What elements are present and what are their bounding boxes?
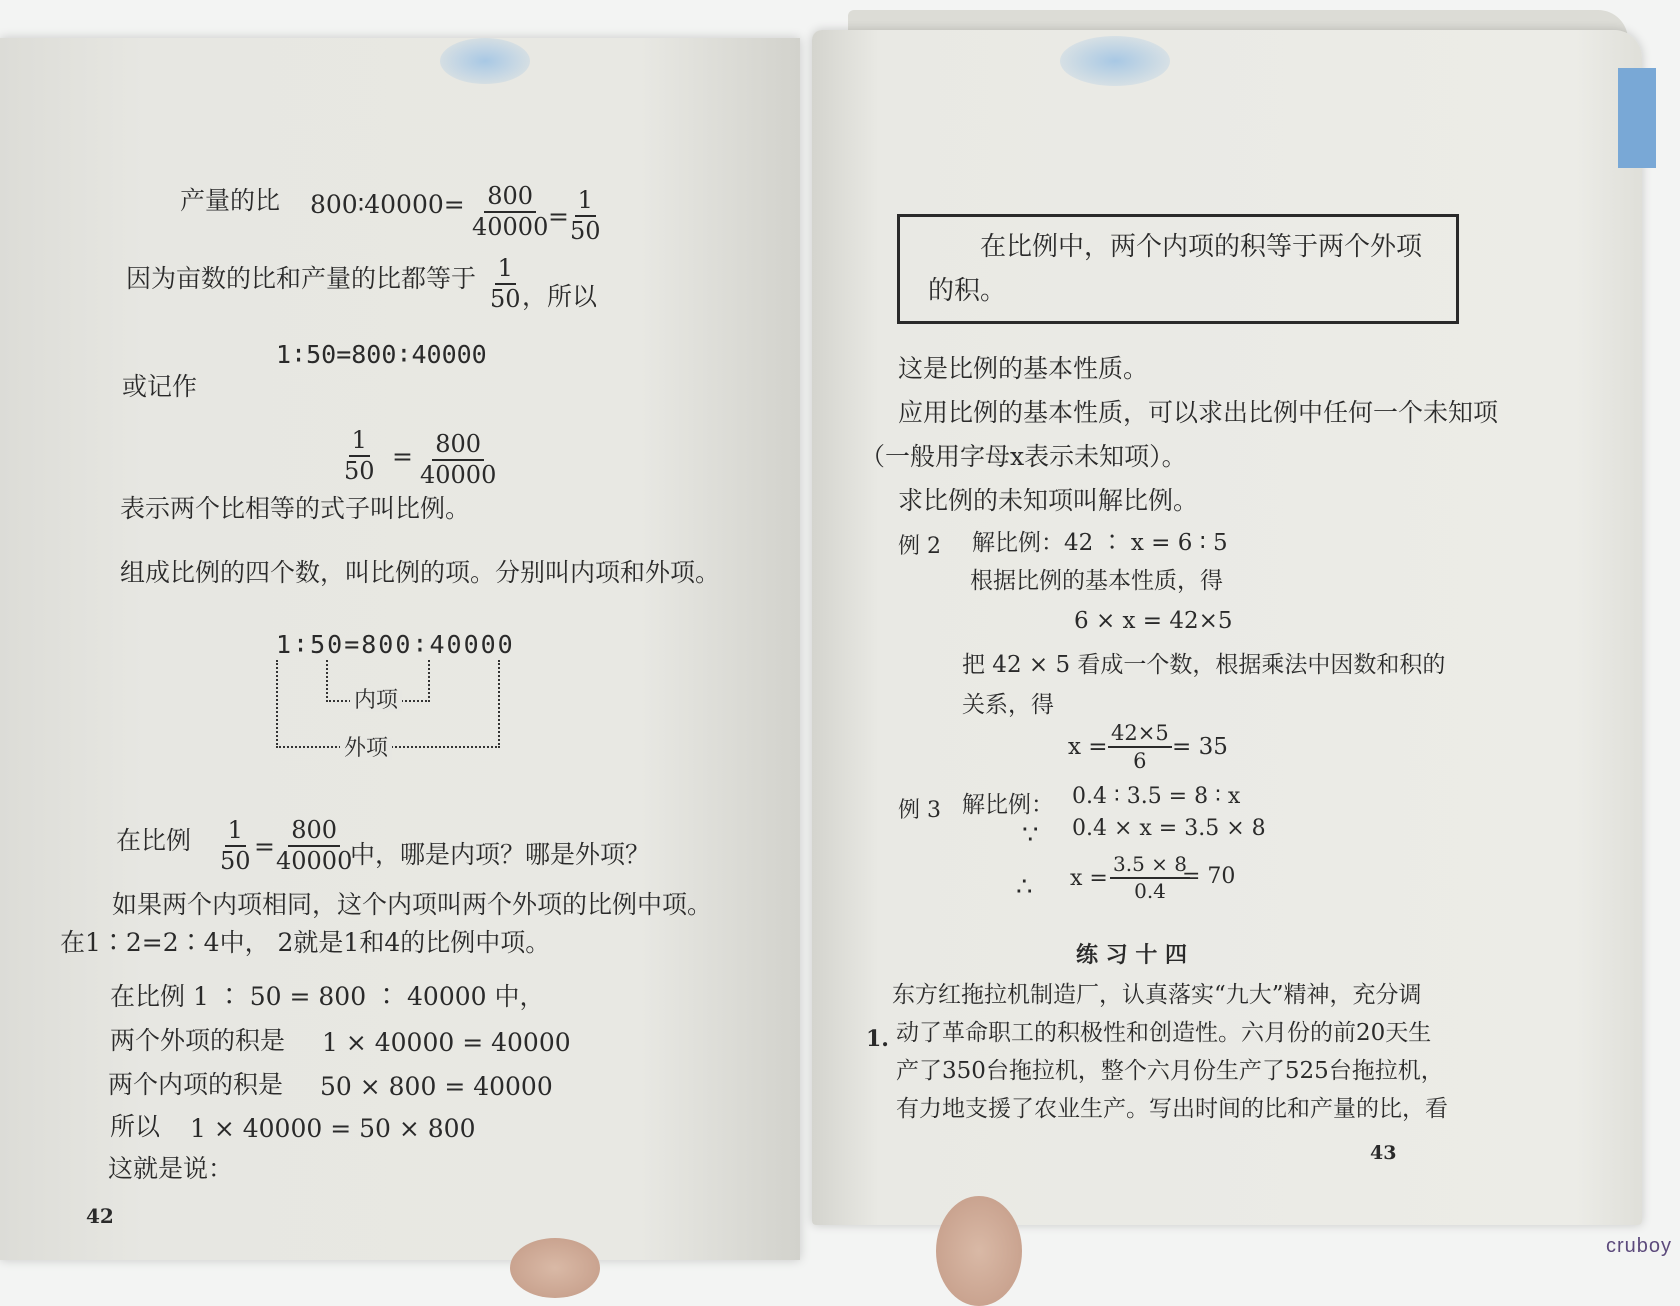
blue-stain-right [1060,36,1170,86]
basic-property-sentence: 这是比例的基本性质。 [898,354,1149,383]
page-number-left: 42 [86,1204,114,1228]
example-3-problem: 0.4 ∶ 3.5 = 8 ∶ x [1072,784,1241,809]
example-3-label: 例 3 [898,798,941,823]
fraction-1-50 [570,188,601,244]
inner-product-label: 两个内项的积是 [108,1070,284,1099]
thumb [936,1196,1022,1306]
production-ratio-label: 产量的比 [180,186,281,215]
fraction-800-40000 [420,432,496,488]
blue-stain-left [440,38,530,84]
fraction-numerator: 800 [484,184,536,213]
theorem-line-2: 的积。 [928,276,1007,306]
fraction-denominator: 50 [570,217,601,246]
that-is-to-say: 这就是说： [108,1154,234,1183]
example-2-problem: 解比例：42 ∶ x = 6 ∶ 5 [972,530,1228,556]
or-written-as: 或记作 [122,372,198,401]
inner-terms-label: 内项 [350,690,402,712]
question-prefix: 在比例 [116,826,192,855]
fraction-800-40000 [276,818,352,874]
therefore-label: 所以 [110,1112,161,1141]
fraction-denominator: 40000 [276,847,353,876]
fraction-denominator: 6 [1133,749,1147,774]
exercise-1-number: 1. [866,1026,889,1052]
theorem-line-1: 在比例中，两个内项的积等于两个外项 [980,232,1423,262]
mean-proportional-definition: 如果两个内项相同，这个内项叫两个外项的比例中项。 [112,890,713,919]
fraction-800-40000 [472,184,548,240]
example-3-prompt: 解比例： [962,792,1054,818]
equals-sign: = [548,202,569,231]
page-number-right: 43 [1370,1142,1397,1164]
outer-product-expr: 1 × 40000 = 40000 [322,1028,571,1057]
mean-proportional-example: 在1∶2=2∶4中， 2就是1和4的比例中项。 [60,928,551,957]
reason-tail: ，所以 [522,282,598,311]
reason-sentence: 因为亩数的比和产量的比都等于 [126,264,477,293]
proportion-definition: 表示两个比相等的式子叫比例。 [120,494,471,523]
example-3-x: x = [1070,866,1108,891]
example-2-step-2: 6 × x = 42×5 [1074,608,1233,634]
watermark: cruboy [1605,1235,1672,1257]
therefore-expr: 1 × 40000 = 50 × 800 [190,1114,476,1143]
fraction-1-50 [490,256,521,312]
fraction-numerator: 1 [225,818,246,847]
equals-sign: = [392,442,413,471]
example-2-result: = 35 [1172,734,1228,760]
fraction-1-50 [220,818,251,874]
equals-sign: = [254,832,275,861]
outer-terms-bracket [276,660,500,748]
example-2-x: x = [1068,734,1108,760]
diagram-expression: 1∶50=800∶40000 [276,630,515,659]
question-tail: 中，哪是内项？哪是外项？ [350,840,651,869]
because-symbol: ∵ [1022,820,1039,850]
fraction-numerator: 42×5 [1108,722,1172,748]
exercise-1-line-4: 有力地支援了农业生产。写出时间的比和产量的比，看 [896,1096,1448,1122]
fraction-numerator: 1 [349,428,370,457]
example-2-step-1: 根据比例的基本性质，得 [970,568,1223,594]
terms-definition: 组成比例的四个数，叫比例的项。分别叫内项和外项。 [120,558,721,587]
example-2-label: 例 2 [898,534,941,559]
example-2-step-4: 关系，得 [962,692,1054,718]
example-2-step-3: 把 42 × 5 看成一个数，根据乘法中因数和积的 [962,652,1446,678]
production-ratio-expr: 800∶40000= [310,190,465,219]
fraction-1-50 [344,428,375,484]
theorem-box [897,214,1459,324]
unknown-note: （一般用字母x表示未知项）。 [860,442,1187,471]
solving-definition: 求比例的未知项叫解比例。 [898,486,1199,515]
fraction-denominator: 40000 [420,461,497,490]
fraction-denominator: 50 [490,285,521,314]
example-3-fraction [1110,854,1190,902]
exercise-1-line-2: 动了革命职工的积极性和创造性。六月份的前20天生 [896,1020,1432,1046]
fraction-denominator: 40000 [472,213,549,242]
inner-product-expr: 50 × 800 = 40000 [320,1072,553,1101]
fraction-numerator: 800 [288,818,340,847]
example-3-result: = 70 [1182,864,1236,889]
exercise-title: 练 习 十 四 [1076,942,1187,968]
outer-terms-label: 外项 [340,738,392,760]
fraction-denominator: 50 [344,457,375,486]
fraction-numerator: 1 [495,256,516,285]
application-sentence: 应用比例的基本性质，可以求出比例中任何一个未知项 [898,398,1499,427]
fraction-numerator: 3.5 × 8 [1110,854,1190,879]
blue-tab [1618,68,1656,168]
example-3-step-1: 0.4 × x = 3.5 × 8 [1072,816,1266,841]
example-2-fraction [1108,722,1172,772]
fraction-denominator: 50 [220,847,251,876]
therefore-symbol: ∴ [1016,872,1033,902]
outer-product-label: 两个外项的积是 [110,1026,286,1055]
product-intro: 在比例 1 ∶ 50 = 800 ∶ 40000 中， [110,982,545,1011]
fraction-numerator: 1 [575,188,596,217]
proportion-expression: 1∶50=800∶40000 [276,340,487,369]
exercise-1-line-3: 产了350台拖拉机，整个六月份生产了525台拖拉机， [896,1058,1444,1084]
fraction-denominator: 0.4 [1134,879,1166,903]
exercise-1-line-1: 东方红拖拉机制造厂，认真落实“九大”精神，充分调 [892,982,1422,1008]
fingertip-left [510,1238,600,1298]
fraction-numerator: 800 [432,432,484,461]
